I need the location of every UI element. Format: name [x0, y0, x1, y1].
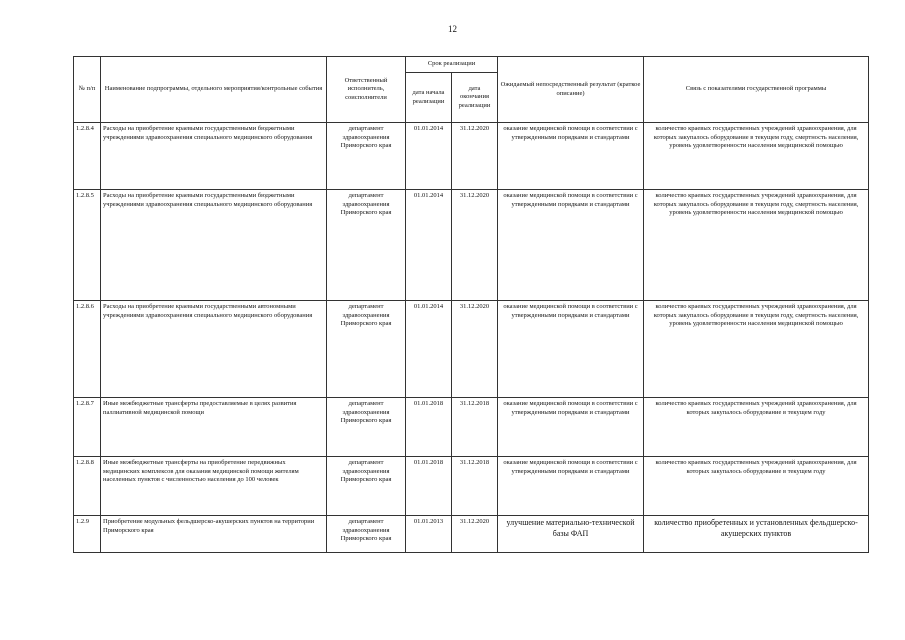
- row-name: Иные межбюджетные трансферты на приобретение передвижных медицинских комплексов для оказания медицинской помощи жителям населенных пунктов с численностью населения до 100 человек: [101, 457, 327, 516]
- row-number: 1.2.8.4: [74, 123, 101, 190]
- table-row: [74, 301, 869, 398]
- row-name: Расходы на приобретение краевыми государственными бюджетными учреждениями здравоохранения специального медицинского оборудования: [101, 190, 327, 301]
- row-executor: департамент здравоохранения Приморского края: [327, 457, 406, 516]
- header-result: Ожидаемый непосредственный результат (краткое описание): [498, 57, 644, 123]
- table-row: [74, 457, 869, 516]
- row-executor: департамент здравоохранения Приморского края: [327, 516, 406, 553]
- row-number: 1.2.8.6: [74, 301, 101, 398]
- row-end-date: 31.12.2018: [452, 457, 498, 516]
- header-name: Наименование подпрограммы, отдельного мероприятия/контрольные события: [101, 57, 327, 123]
- row-link: количество краевых государственных учреждений здравоохранения, для которых закупалось оборудование в текущем году, смертность населения, уровень удовлетворенности населения медицинской помощью: [644, 123, 869, 190]
- row-number: 1.2.9: [74, 516, 101, 553]
- row-start-date: 01.01.2018: [406, 398, 452, 457]
- table-row: [74, 516, 869, 553]
- header-executor: Ответственный исполнитель, соисполнители: [327, 57, 406, 123]
- row-start-date: 01.01.2014: [406, 123, 452, 190]
- table-row: [74, 123, 869, 190]
- row-result: оказание медицинской помощи в соответствии с утвержденными порядками и стандартами: [498, 457, 644, 516]
- header-end-date: дата окончания реализации: [452, 73, 498, 123]
- header-period: Срок реализации: [406, 57, 498, 73]
- row-link: количество краевых государственных учреждений здравоохранения, для которых закупалось оборудование в текущем году, смертность населения, уровень удовлетворенности населения медицинской помощью: [644, 301, 869, 398]
- header-num: № п/п: [74, 57, 101, 123]
- row-end-date: 31.12.2018: [452, 398, 498, 457]
- page-number: 12: [448, 24, 457, 34]
- row-link: количество приобретенных и установленных фельдшерско-акушерских пунктов: [644, 516, 869, 553]
- row-result: оказание медицинской помощи в соответствии с утвержденными порядками и стандартами: [498, 123, 644, 190]
- row-start-date: 01.01.2014: [406, 301, 452, 398]
- row-name: Приобретение модульных фельдшерско-акушерских пунктов на территории Приморского края: [101, 516, 327, 553]
- table-row: [74, 190, 869, 301]
- row-number: 1.2.8.7: [74, 398, 101, 457]
- row-link: количество краевых государственных учреждений здравоохранения, для которых закупалось оборудование в текущем году: [644, 398, 869, 457]
- row-end-date: 31.12.2020: [452, 516, 498, 553]
- table-row: [74, 398, 869, 457]
- row-start-date: 01.01.2018: [406, 457, 452, 516]
- program-table: [73, 56, 869, 553]
- row-executor: департамент здравоохранения Приморского края: [327, 123, 406, 190]
- row-end-date: 31.12.2020: [452, 190, 498, 301]
- row-link: количество краевых государственных учреждений здравоохранения, для которых закупалось оборудование в текущем году, смертность населения, уровень удовлетворенности населения медицинской помощью: [644, 190, 869, 301]
- row-result: оказание медицинской помощи в соответствии с утвержденными порядками и стандартами: [498, 190, 644, 301]
- row-name: Иные межбюджетные трансферты предоставляемые в целях развития паллиативной медицинской помощи: [101, 398, 327, 457]
- row-result: оказание медицинской помощи в соответствии с утвержденными порядками и стандартами: [498, 398, 644, 457]
- row-result: улучшение материально-технической базы ФАП: [498, 516, 644, 553]
- row-start-date: 01.01.2014: [406, 190, 452, 301]
- header-link: Связь с показателями государственной программы: [644, 57, 869, 123]
- row-name: Расходы на приобретение краевыми государственными бюджетными учреждениями здравоохранения специального медицинского оборудования: [101, 123, 327, 190]
- row-result: оказание медицинской помощи в соответствии с утвержденными порядками и стандартами: [498, 301, 644, 398]
- row-end-date: 31.12.2020: [452, 301, 498, 398]
- row-start-date: 01.01.2013: [406, 516, 452, 553]
- row-end-date: 31.12.2020: [452, 123, 498, 190]
- row-link: количество краевых государственных учреждений здравоохранения, для которых закупалось оборудование в текущем году: [644, 457, 869, 516]
- row-executor: департамент здравоохранения Приморского края: [327, 190, 406, 301]
- row-executor: департамент здравоохранения Приморского края: [327, 398, 406, 457]
- row-number: 1.2.8.8: [74, 457, 101, 516]
- row-number: 1.2.8.5: [74, 190, 101, 301]
- header-start-date: дата начала реализации: [406, 73, 452, 123]
- row-executor: департамент здравоохранения Приморского края: [327, 301, 406, 398]
- row-name: Расходы на приобретение краевыми государственными автономными учреждениями здравоохранения специального медицинского оборудования: [101, 301, 327, 398]
